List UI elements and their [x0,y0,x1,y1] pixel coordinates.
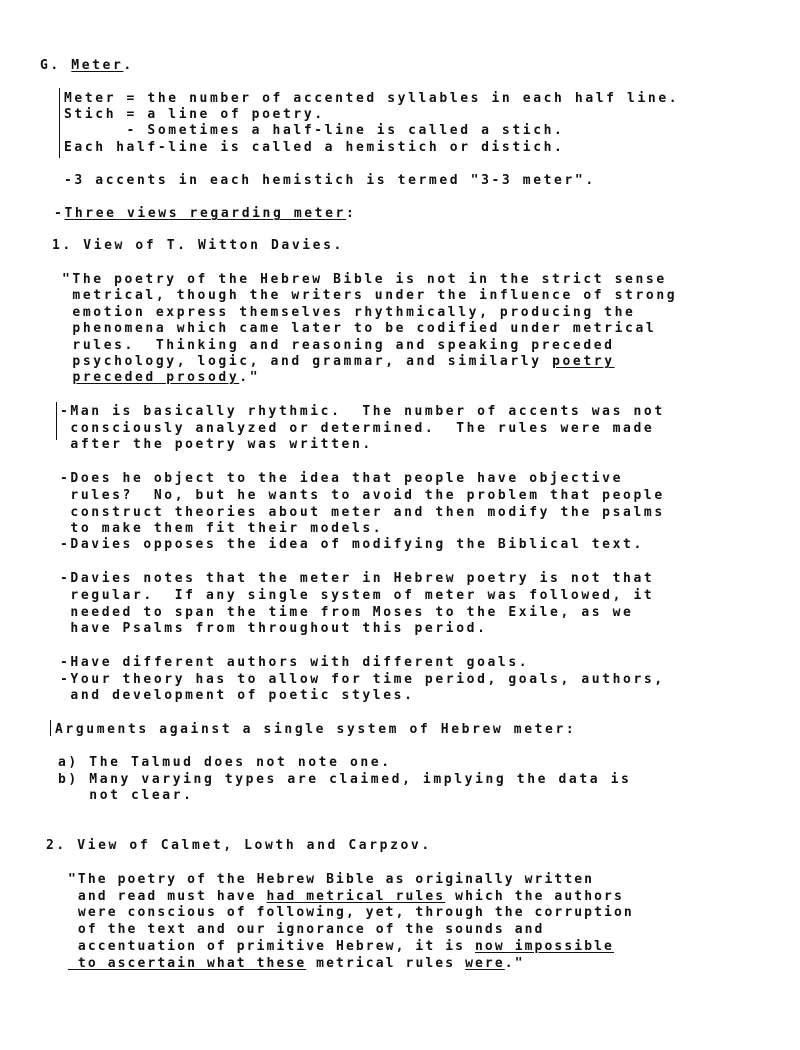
heading-suffix: . [123,58,134,73]
definition-line: Each half-line is called a hemistich or distich. [64,140,565,155]
views-heading-text: Three views regarding meter [64,206,346,221]
view1-heading: 1. View of T. Witton Davies. [52,238,344,253]
quote-underlined: to ascertain what these [68,956,307,971]
quote-line [68,889,624,905]
quote-underlined: poetry [552,354,615,369]
heading-title: Meter [71,58,124,73]
quote-underlined: now impossible [475,939,614,954]
arguments-heading: Arguments against a single system of Hebrew meter: [55,722,577,737]
accent-note: -3 accents in each hemistich is termed "3-3 meter". [64,173,596,188]
views-heading [54,206,356,222]
quote-text: metrical rules [306,956,466,971]
quote-end: ." [504,956,525,971]
quote-text: accentuation of primitive Hebrew, it is [68,939,475,954]
quote-line: of the text and our ignorance of the sounds and [68,922,545,937]
margin-bracket [50,720,51,736]
paragraph-line: rules? No, but he wants to avoid the problem that people [60,488,665,503]
quote-underlined: were [465,956,505,971]
quote-line: emotion express themselves rhythmically, producing the [62,305,636,320]
quote-line [68,939,614,955]
quote-line [62,370,260,386]
paragraph-line: consciously analyzed or determined. The rules were made [60,421,655,436]
quote-end: ." [239,370,261,385]
argument-item: a) The Talmud does not note one. [58,755,392,770]
quote-line: rules. Thinking and reasoning and speaking preceded [62,338,615,353]
paragraph-line: regular. If any single system of meter was followed, it [60,588,655,603]
paragraph-line: -Have different authors with different goals. [60,655,530,670]
quote-text: and read must have [68,889,267,904]
paragraph-line: and development of poetic styles. [60,688,415,703]
quote-line [62,354,615,370]
paragraph-line: construct theories about meter and then modify the psalms [60,505,665,520]
views-heading-prefix: - [54,206,65,221]
quote-text: which the authors [445,889,624,904]
quote-line [68,956,525,972]
definition-line: - Sometimes a half-line is called a stich. [64,123,565,138]
paragraph-line: -Davies opposes the idea of modifying the Biblical text. [60,537,644,552]
paragraph-line: -Man is basically rhythmic. The number of accents was not [60,404,665,419]
argument-item: b) Many varying types are claimed, implying the data is [58,772,632,787]
quote-line: "The poetry of the Hebrew Bible is not in the strict sense [62,272,667,287]
paragraph-line: -Does he object to the idea that people have objective [60,471,624,486]
heading-prefix: G. [40,58,72,73]
quote-line: phenomena which came later to be codified under metrical [62,321,657,336]
argument-item: not clear. [58,788,194,803]
quote-text: psychology, logic, and grammar, and similarly [62,354,553,369]
paragraph-line: -Your theory has to allow for time period, goals, authors, [60,672,665,687]
quote-underlined: had metrical rules [266,889,446,904]
definition-line: Stich = a line of poetry. [64,107,325,122]
paragraph-line: after the poetry was written. [60,437,373,452]
quote-line: "The poetry of the Hebrew Bible as originally written [68,872,595,887]
quote-line: were conscious of following, yet, through the corruption [68,905,634,920]
paragraph-line: -Davies notes that the meter in Hebrew poetry is not that [60,571,655,586]
views-heading-suffix: : [345,206,357,221]
view2-heading: 2. View of Calmet, Lowth and Carpzov. [46,838,432,853]
definition-line: Meter = the number of accented syllables in each half line. [64,91,680,106]
section-heading [40,58,134,74]
quote-line: metrical, though the writers under the influence of strong [62,288,678,303]
margin-bracket [56,402,57,440]
paragraph-line: have Psalms from throughout this period. [60,621,488,636]
paragraph-line: to make them fit their models. [60,521,384,536]
paragraph-line: needed to span the time from Moses to the Exile, as we [60,605,634,620]
quote-underlined: preceded prosody [72,370,240,385]
margin-bracket [59,88,60,158]
